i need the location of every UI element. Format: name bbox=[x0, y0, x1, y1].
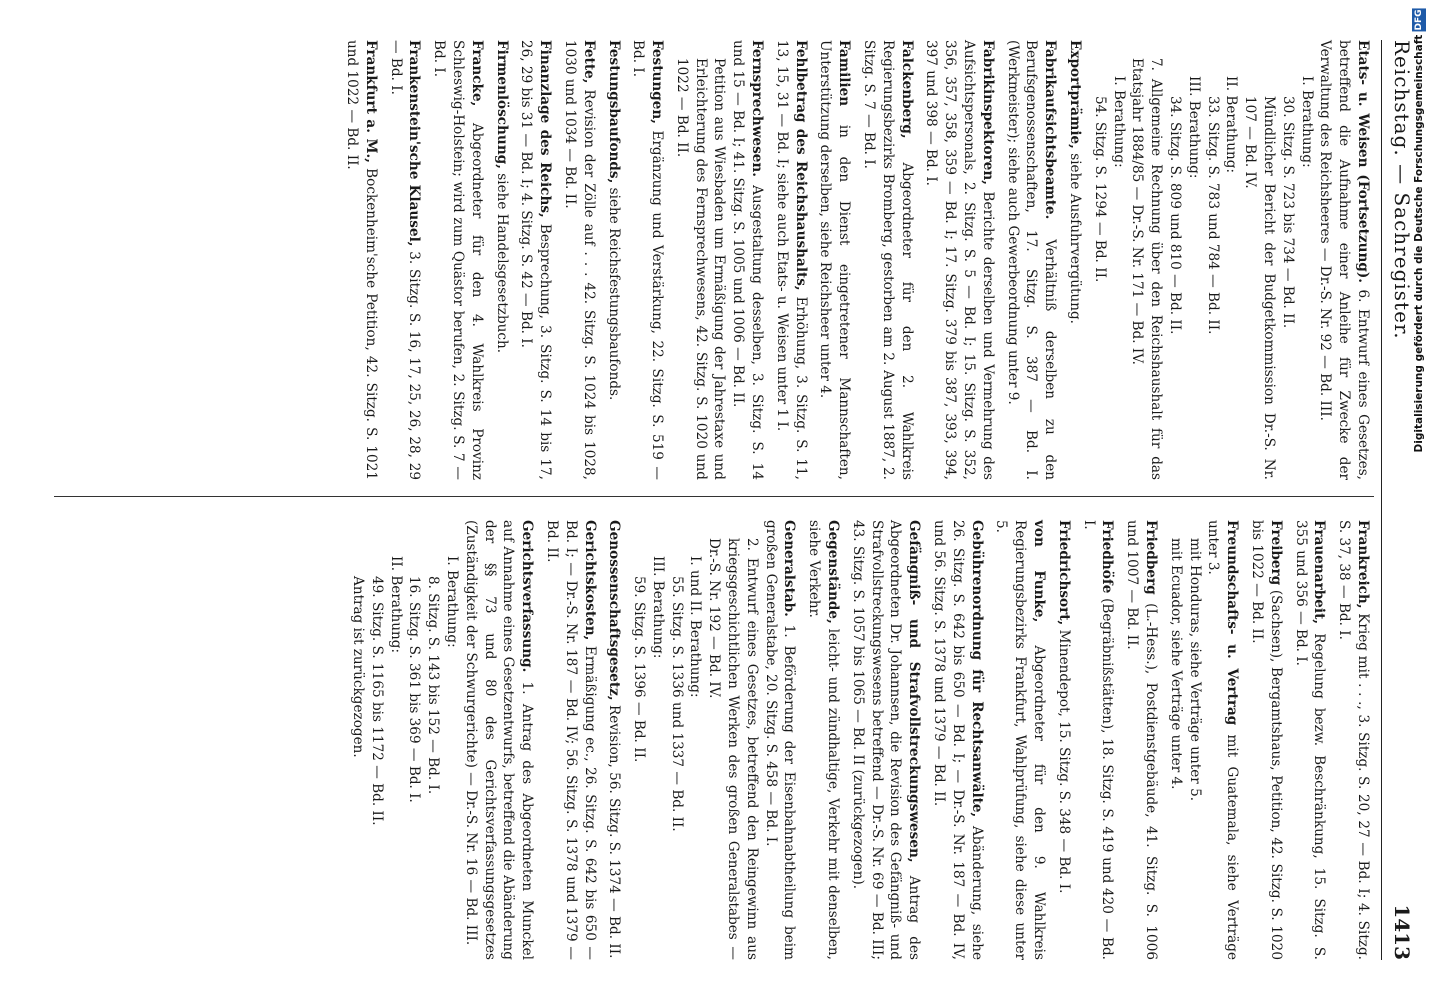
entry-text: (Sachsen), Bergamtshaus, Petition, 42. Sitzg. S. 1020 bis 1022 — Bd. II. bbox=[1249, 520, 1284, 960]
entry-heading: Falckenberg, bbox=[898, 40, 915, 139]
entry-heading: von Funke, bbox=[1031, 520, 1048, 623]
entry-text: 7. Allgemeine Rechnung über den Reichshaushalt für das Etatsjahr 1884/85 — Dr.-S. Nr. 171 — Bd. IV. bbox=[1129, 58, 1165, 480]
index-entry bbox=[1090, 40, 1372, 480]
entry-text: Petition aus Wiesbaden um Ermäßigung der Jahrestaxe und Erleichterung des Fernsprechwesens, 42. Sitzg. S. 1020 und 1022 — Bd. II. bbox=[673, 58, 728, 480]
index-entry bbox=[429, 40, 485, 480]
entry-heading: Festungsbaufonds, bbox=[605, 40, 622, 184]
entry-heading: Generalstab. bbox=[781, 520, 798, 617]
entry-text: Ausgestaltung desselben, 3. Sitzg. S. 14 und 15 — Bd. I; 41. Sitzg. S. 1005 und 1006 — Bd. II. bbox=[730, 40, 766, 480]
index-entry bbox=[348, 520, 536, 960]
entry-heading: Fernsprechwesen. bbox=[749, 40, 766, 177]
entry-heading: Firmenlöschung, bbox=[493, 40, 510, 169]
entry-heading: Friedberg bbox=[1143, 520, 1160, 595]
entry-heading: Fabrikinspektoren, bbox=[979, 40, 996, 186]
entry-text: leicht- und zündhaltige, Verkehr mit denselben, siehe Verkehr. bbox=[806, 520, 842, 960]
entry-text: Abänderung, siehe 26. Sitzg. S. 642 bis 650 — Bd. I; — Dr.-S. Nr. 187 — Bd. IV, und 56. Sitzg. S. 1378 und 1379 — Bd. II. bbox=[931, 520, 985, 960]
entry-text: (L.-Hess.), Postdienstgebäude, 41. Sitzg. S. 1006 und 1007 — Bd. II. bbox=[1124, 520, 1160, 960]
entry-text: Revision der Zölle auf . . . 42. Sitzg. S. 1024 bis 1028, 1030 und 1034 — Bd. II. bbox=[561, 40, 597, 480]
index-entry bbox=[859, 40, 915, 480]
right-column bbox=[342, 520, 1372, 960]
entry-text: Regelung bezw. Beschränkung, 15. Sitzg. S. 355 und 356 — Bd. I. bbox=[1292, 520, 1328, 960]
entry-text: Minendepot, 15. Sitzg. S. 348 — Bd. I. bbox=[1055, 629, 1072, 894]
entry-text: Bockenheim'sche Petition, 42. Sitzg. S. 1021 und 1022 — Bd. II. bbox=[343, 40, 379, 480]
entry-heading: Gegenstände, bbox=[825, 520, 842, 624]
index-entry bbox=[386, 40, 424, 480]
dfg-logo: DFG bbox=[1414, 9, 1424, 31]
index-entry bbox=[517, 40, 555, 480]
entry-heading: Freiberg bbox=[1267, 520, 1284, 586]
entry-text: III. Berathung: bbox=[649, 556, 666, 659]
index-entry bbox=[816, 40, 854, 480]
entry-heading: Etats- u. Weisen (Fortsetzung). bbox=[1355, 40, 1371, 284]
entry-text: siehe Ausfuhrvergütung. bbox=[1067, 153, 1084, 324]
entry-heading: Fehlbetrag des Reichshaushalts, bbox=[792, 40, 809, 291]
index-entry bbox=[772, 40, 810, 480]
index-entry bbox=[1065, 40, 1084, 480]
index-entry bbox=[1247, 520, 1285, 960]
entry-heading: Festungen, bbox=[649, 40, 666, 125]
entry-text: Revision, 56. Sitzg. S. 1374 — Bd. II. bbox=[606, 704, 623, 959]
entry-heading: Frauenarbeit, bbox=[1311, 520, 1328, 625]
entry-text: 49. Sitzg. S. 1165 bis 1172 — Bd. II. bbox=[368, 576, 385, 826]
entry-heading: Frankenstein'sche Klausel, bbox=[406, 40, 423, 247]
entry-text: 54. Sitzg. S. 1294 — Bd. II. bbox=[1091, 96, 1108, 283]
entry-text: Abgeordneter für den 9. Wahlkreis Regierungsbezirks Frankfurt, Wahlprüfung, siehe diese unter 5. bbox=[993, 520, 1048, 960]
entry-text: 2. Entwurf eines Gesetzes, betreffend den Reingewinn aus kriegsgeschichtlichen Werken des großen Generalstabes — Dr.-S. Nr. 192 — Bd. IV. bbox=[706, 538, 760, 960]
index-entry bbox=[848, 520, 923, 960]
entry-heading: Gefängniß- und Strafvollstreckungswesen, bbox=[906, 520, 923, 863]
entry-text: 33. Sitzg. S. 783 und 784 — Bd. II. bbox=[1204, 96, 1221, 335]
entry-text: mit Honduras, siehe Verträge unter 5. bbox=[1186, 538, 1203, 802]
entry-heading: Frankfurt a. M., bbox=[362, 40, 379, 164]
entry-text: siehe Handelsgesetzbuch. bbox=[493, 173, 510, 354]
entry-text: Berichte derselben und Vermehrung des Aufsichtspersonals, 2. Sitzg. S. 5 — Bd. I; 15. Sitzg. S. 352, 356, 357, 358, 359 — Bd. I; 17. Sitzg. 379 bis 387, 393, 394, 397 und 398 — Bd. I. bbox=[923, 40, 996, 480]
index-entry bbox=[992, 520, 1048, 960]
entry-text: I. Berathung: bbox=[1298, 76, 1315, 168]
entry-text: Krieg mit . . ., 3. Sitzg. S. 20, 27 — Bd. I; 4. Sitzg. S. 37, 38 — Bd. I. bbox=[1336, 520, 1371, 960]
entry-text: 6. Entwurf eines Gesetzes, betreffend die Aufnahme einer Anleihe für Zwecke der Verwaltung des Reichsheeres — Dr.-S. Nr. 92 — Bd. III. bbox=[1317, 40, 1371, 480]
entry-text: (Begräbnißstätten), 18. Sitzg. S. 419 und 420 — Bd. I. bbox=[1080, 520, 1116, 960]
entry-heading: Gebührenordnung für Rechtsanwälte, bbox=[968, 520, 985, 818]
index-entry bbox=[672, 40, 766, 480]
index-entry bbox=[604, 40, 623, 480]
digitization-footer bbox=[1412, 8, 1426, 452]
entry-text: Ergänzung und Verstärkung, 22. Sitzg. S. 519 — Bd. I. bbox=[630, 40, 666, 480]
entry-heading: Fette, bbox=[580, 40, 597, 84]
entry-text: Antrag des Abgeordneten Dr. Johannsen, die Revision des Gefängniß- und Strafvollstreckungswesens betreffend — Dr.-S. Nr. 69 — Bd. III; 43. Sitzg. S. 1057 bis 1065 — Bd. II (zurückgezogen). bbox=[849, 520, 923, 960]
index-entry bbox=[342, 40, 380, 480]
entry-heading: Friedhöfe bbox=[1099, 520, 1116, 594]
entry-text: mit Guatemala, siehe Verträge unter 3. bbox=[1205, 520, 1241, 960]
entry-text: I. Berathung: bbox=[1110, 76, 1127, 168]
entry-text: Besprechung, 3. Sitzg. S. 14 bis 17, 26, 29 bis 31 — Bd. I; 4. Sitzg. S. 42 — Bd. I. bbox=[518, 40, 554, 480]
index-entry bbox=[1334, 520, 1372, 960]
entry-text: 30. Sitzg. S. 723 bis 734 — Bd. II. bbox=[1279, 96, 1296, 329]
entry-heading: Gerichtskosten, bbox=[581, 520, 598, 641]
entry-text: 16. Sitzg. S. 361 bis 369 — Bd. I. bbox=[406, 576, 423, 803]
left-column bbox=[336, 40, 1372, 480]
index-entry bbox=[629, 520, 798, 960]
entry-text: III. Berathung: bbox=[1185, 76, 1202, 179]
index-entry bbox=[492, 40, 511, 480]
index-entry bbox=[560, 40, 598, 480]
entry-text: Ermäßigung ec., 26. Sitzg. S. 642 bis 650 — Bd. I; — Dr.-S. Nr. 187 — Bd. IV; 56. Sitzg. S. 1378 und 1379 — Bd. II. bbox=[543, 520, 598, 960]
entry-text: in den Dienst eingetretener Mannschaften, Unterstützung derselben, siehe Reichsheer unter 4. bbox=[817, 40, 853, 480]
entry-text: Erhöhung, 3. Sitzg. S. 11, 13, 15, 31 — Bd. I; siehe auch Etats- u. Weisen unter 1 I. bbox=[773, 40, 809, 480]
index-entry bbox=[922, 40, 997, 480]
entry-text: 3. Sitzg. S. 16, 17, 25, 26, 28, 29 — Bd. I. bbox=[387, 40, 423, 480]
entry-text: Abgeordneter für den 2. Wahlkreis Regierungsbezirks Bromberg, gestorben am 2. August 1887, 2. Sitzg. S. 7 — Bd. I. bbox=[861, 40, 915, 480]
index-entry bbox=[1079, 520, 1117, 960]
entry-text: 34. Sitzg. S. 809 und 810 — Bd. II. bbox=[1167, 96, 1184, 335]
column-divider bbox=[54, 496, 1374, 497]
index-entry bbox=[1054, 520, 1073, 960]
entry-text: 1. Beförderung der Eisenbahnabtheilung beim großen Generalstabe, 20. Sitzg. S. 458 — Bd. I. bbox=[762, 520, 798, 960]
index-entry bbox=[629, 40, 667, 480]
entry-text: siehe Reichsfestungsbaufonds. bbox=[605, 187, 622, 401]
entry-text: I. Berathung: bbox=[443, 556, 460, 648]
entry-text: Mündlicher Bericht der Budgetkommission Dr.-S. Nr. 107 — Bd. IV. bbox=[1242, 96, 1278, 480]
index-entry bbox=[542, 520, 598, 960]
entry-text: 1. Antrag des Abgeordneten Munckel auf Annahme eines Gesetzentwurfs, betreffend die Abänderung der §§ 73 und 80 des Gerichtsverfassungsgesetzes (Zuständigkeit der Schwurgerichte) — Dr.-S. Nr. 16 — Bd. III. bbox=[462, 520, 536, 960]
entry-heading: Finanzlage des Reichs, bbox=[537, 40, 554, 218]
entry-heading: Frankreich, bbox=[1355, 520, 1371, 609]
index-entry bbox=[1291, 520, 1329, 960]
entry-text: mit Ecuador, siehe Verträge unter 4. bbox=[1167, 538, 1184, 790]
header-rule bbox=[1381, 40, 1382, 960]
digitization-note: Digitalisierung gefördert durch die Deutsche Forschungsgemeinschaft bbox=[1413, 34, 1425, 453]
running-title: Reichstag. — Sachregister. bbox=[1390, 40, 1414, 340]
entry-text: Antrag ist zurückgezogen. bbox=[349, 576, 366, 758]
entry-text: II. Berathung: bbox=[1223, 76, 1240, 174]
entry-text: Abgeordneter für den 4. Wahlkreis Provinz Schleswig-Holstein; wird zum Quästor berufen, 2. Sitzg. S. 7 — Bd. I. bbox=[431, 40, 485, 480]
entry-text: 59. Sitzg. S. 1396 — Bd. II. bbox=[631, 576, 648, 763]
entry-heading: Gerichtsverfassung. bbox=[519, 520, 536, 673]
entry-text: 55. Sitzg. S. 1336 und 1337 — Bd. II. bbox=[668, 576, 685, 832]
page-number: 1413 bbox=[1390, 904, 1414, 960]
entry-text: I. und II. Berathung: bbox=[687, 556, 704, 698]
entry-heading: Exportprämie, bbox=[1067, 40, 1084, 149]
index-entry bbox=[1003, 40, 1059, 480]
index-entry bbox=[605, 520, 624, 960]
index-entry bbox=[804, 520, 842, 960]
entry-heading: Francke, bbox=[468, 40, 485, 107]
index-entry bbox=[929, 520, 985, 960]
entry-heading: Friedrichsort, bbox=[1055, 520, 1072, 626]
entry-heading: Genossenschaftsgesetz, bbox=[606, 520, 623, 701]
entry-text: II. Berathung: bbox=[387, 556, 404, 654]
entry-heading: Fabrikaufsichtsbeamte. bbox=[1042, 40, 1059, 220]
page-header bbox=[1382, 40, 1414, 960]
entry-text: Verhältniß derselben zu den Berufsgenossenschaften, 17. Sitzg. S. 387 — Bd. I. (Werkmeister); siehe auch Gewerbeordnung unter 9. bbox=[1004, 40, 1059, 480]
entry-text: 8. Sitzg. S. 143 bis 152 — Bd. I. bbox=[425, 576, 442, 795]
entry-heading: Familien bbox=[836, 40, 853, 107]
index-entry bbox=[1122, 520, 1160, 960]
entry-heading: Freundschafts- u. Vertrag bbox=[1224, 520, 1241, 726]
index-entry bbox=[1166, 520, 1241, 960]
